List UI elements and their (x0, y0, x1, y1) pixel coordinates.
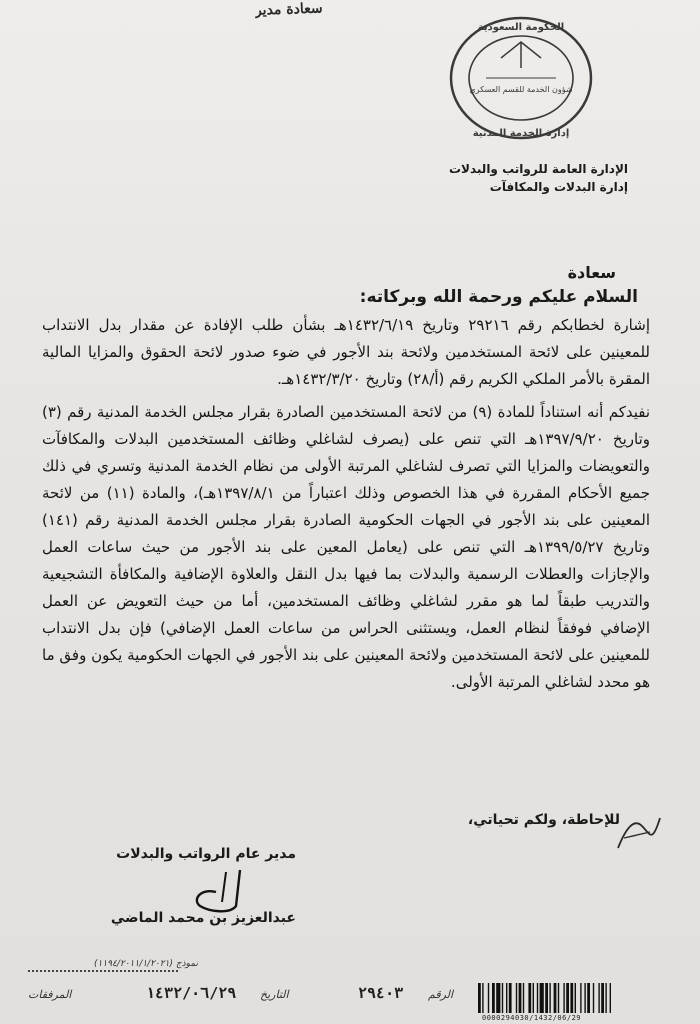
signatory-title: مدير عام الرواتب والبدلات (116, 846, 296, 862)
barcode-bar (563, 983, 564, 1013)
attachments-label: المرفقات (28, 988, 72, 1001)
barcode-bar (516, 983, 517, 1013)
barcode-bar (537, 983, 538, 1013)
barcode-bar (580, 983, 581, 1013)
barcode-bar (558, 983, 559, 1013)
stamp-inner-text: شؤون الخدمة للقسم العسكري (469, 85, 573, 94)
signatory-name: عبدالعزيز بن محمد الماضي (110, 910, 296, 926)
body-paragraph: إشارة لخطابكم رقم ٢٩٢١٦ وتاريخ ١٤٣٢/٦/١٩هـ بشأن طلب الإفادة عن مقدار بدل الانتداب للمعينين على لائحة المستخدمين ولائحة بند الأجور في ضوء صدور لائحة الحقوق والمزايا المالية المقرة بالأمر الملكي الكريم رقم (أ/٢٨) وتاريخ ١٤٣٢/٣/٢٠هـ. (42, 316, 650, 388)
form-reference: نموذج (١١٩٤/٢٠١١/١/٢٠٢١) (93, 959, 198, 969)
barcode-bar (502, 983, 503, 1013)
number-value: ٢٩٤٠٣ (358, 984, 404, 1002)
department-line: الإدارة العامة للرواتب والبدلات (448, 162, 628, 176)
closing-line: للإحاطة، ولكم تحياتي، (467, 812, 620, 828)
department-header (449, 160, 628, 196)
barcode-bar (554, 983, 557, 1013)
dotted-rule (28, 968, 178, 972)
barcode-bar (506, 983, 507, 1013)
stamp-top-text: الحكومة السعودية (477, 22, 565, 33)
greeting: السلام عليكم ورحمة الله وبركاته: (359, 287, 638, 307)
body-paragraph: نفيدكم أنه استناداً للمادة (٩) من لائحة المستخدمين الصادرة بقرار مجلس الخدمة المدنية رقم (٣) وتاريخ ١٣٩٧/٩/٢٠هـ التي تنص على (يصرف لشاغلي وظائف المستخدمين البدلات والمكافآت والتعويضات والمزايا التي تصرف لشاغلي المرتبة الأولى من نظام الخدمة المدنية وتسري في ذلك جميع الأحكام المقررة في هذا الخصوص وذلك اعتباراً من ١٣٩٧/٨/١هـ)، والمادة (١١) من لائحة المعينين على بند الأجور في الجهات الحكومية الصادرة بقرار مجلس الخدمة المدنية رقم (١٤١) وتاريخ ١٣٩٩/٥/٢٧هـ التي تنص على (يعامل المعين على بند الأجور من حيث ساعات العمل والإجازات والعطلات الرسمية والبدلات بما فيها بدل النقل والعلاوة الإضافية والمكافأة التشجيعية والتدريب طبقاً لما هو مقرر لشاغلي وظائف المستخدمين، أما من حيث التعويض عن العمل الإضافي فوفقاً لنظام العمل، ويستثنى الحراس من ساعات العمل الإضافي) فإن بدل الانتداب للمعينين على لائحة المستخدمين ولائحة المعينين على بند الأجور في الجهات الحكومية يكون وفق ما هو محدد لشاغلي المرتبة الأولى. (42, 403, 650, 691)
barcode-bar (549, 983, 550, 1013)
barcode-bar (478, 983, 481, 1013)
barcode-bar (533, 983, 534, 1013)
barcode-bar (509, 983, 512, 1013)
stamp-bottom-text: إدارة الخدمة المدنية (472, 128, 570, 139)
barcode-bar (482, 983, 483, 1013)
department-line: إدارة البدلات والمكافآت (489, 180, 628, 194)
barcode-bar (601, 983, 604, 1013)
date-label: التاريخ (260, 988, 289, 1001)
official-stamp (446, 12, 596, 144)
top-handwritten-note: سعادة مدير (254, 0, 323, 19)
date-value: ١٤٣٢/٠٦/٢٩ (146, 984, 237, 1002)
marginal-initials (612, 808, 666, 856)
addressee: سعادة (567, 263, 616, 282)
barcode-bar (575, 983, 576, 1013)
barcode-bar (523, 983, 524, 1013)
barcode-digits: 0000294030/1432/06/29 (482, 1014, 582, 1022)
barcode-bar (584, 983, 585, 1013)
barcode-bar (610, 983, 611, 1013)
barcode-bar (587, 983, 590, 1013)
barcode-bar (492, 983, 495, 1013)
barcode-bar (605, 983, 606, 1013)
barcode-bar (540, 983, 544, 1013)
barcode-bar (519, 983, 522, 1013)
barcode-bar (593, 983, 594, 1013)
barcode-bar (598, 983, 599, 1013)
number-label: الرقم (428, 988, 454, 1001)
barcode-bar (570, 983, 573, 1013)
barcode-bar (545, 983, 548, 1013)
barcode-bar (566, 983, 569, 1013)
barcode-bar (496, 983, 500, 1013)
barcode-bar (488, 983, 489, 1013)
letter-body (42, 312, 650, 702)
barcode-bar (528, 983, 531, 1013)
